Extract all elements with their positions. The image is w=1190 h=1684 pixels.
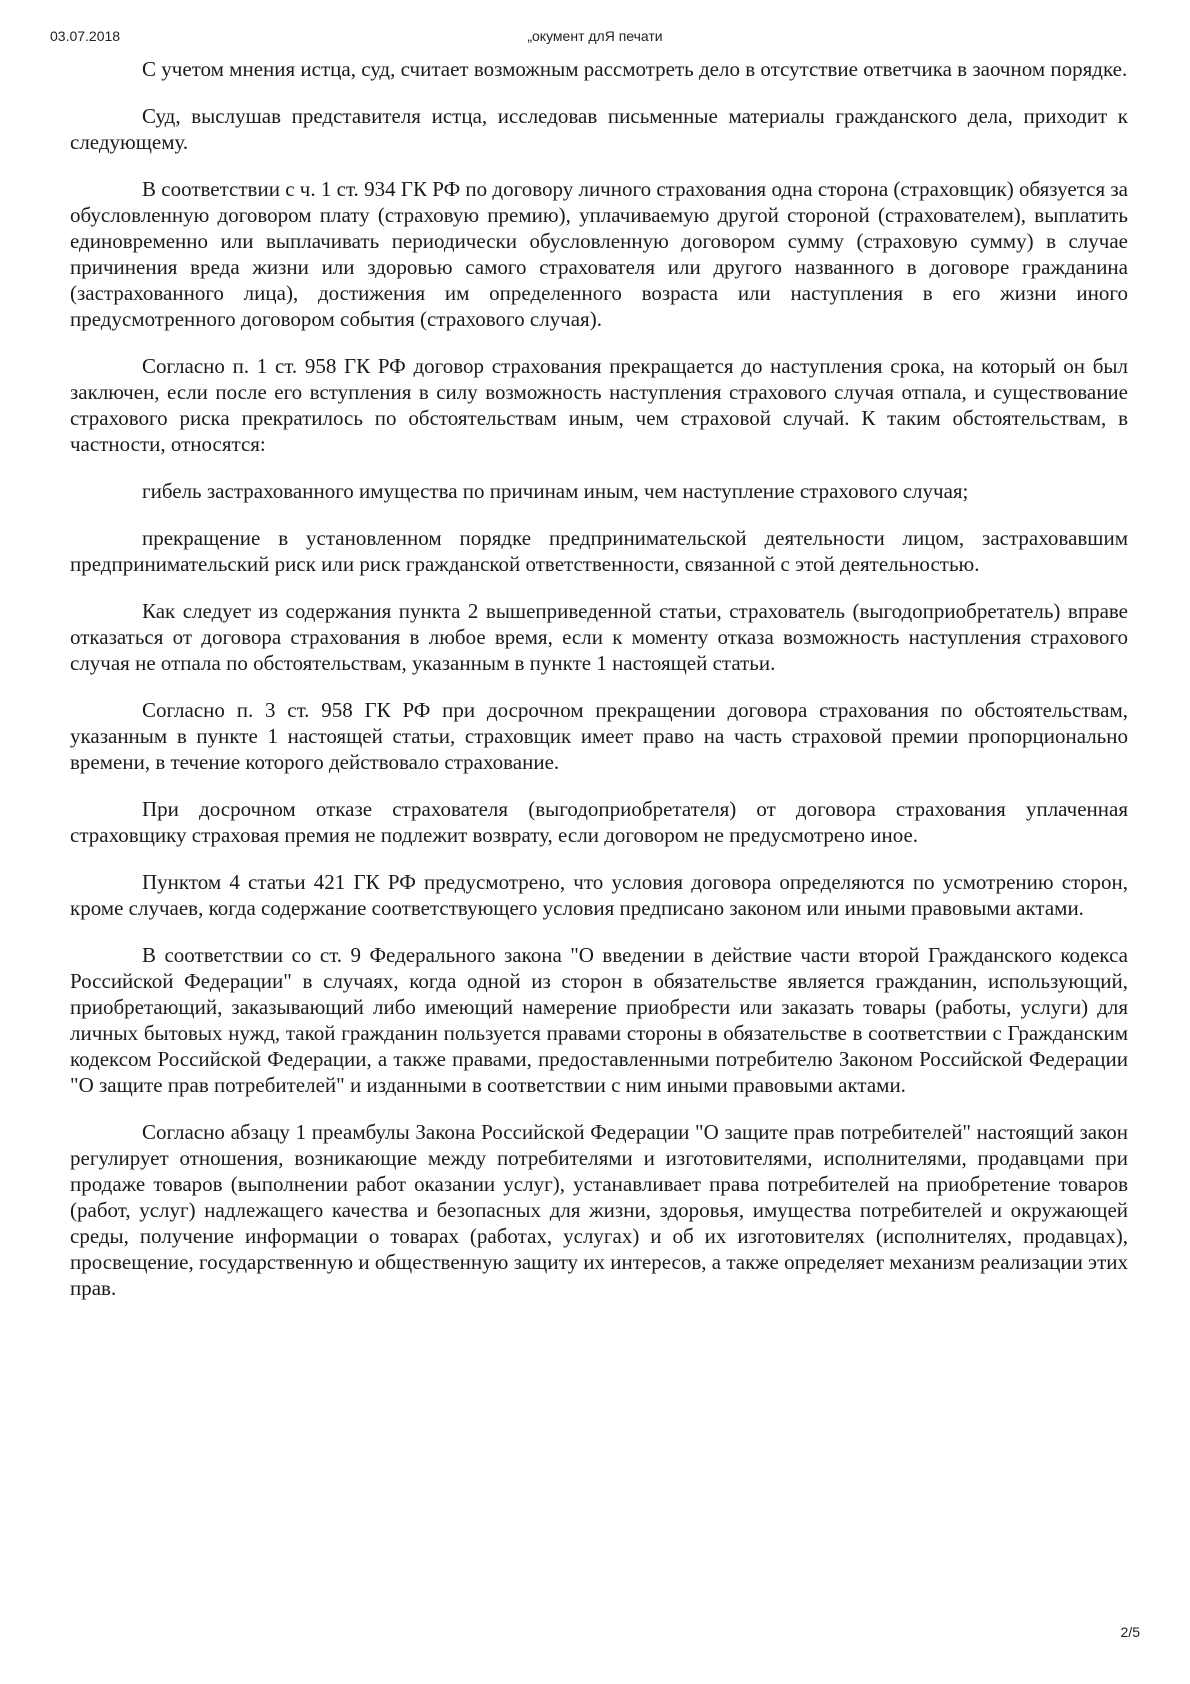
- paragraph: Пунктом 4 статьи 421 ГК РФ предусмотрено, что условия договора определяются по усмотрению сторон, кроме случаев, когда содержание соответствующего условия предписано законом или иными правовыми актами.: [70, 870, 1128, 920]
- paragraph: С учетом мнения истца, суд, считает возможным рассмотреть дело в отсутствие ответчика в заочном порядке.: [142, 57, 1128, 81]
- paragraph: гибель застрахованного имущества по причинам иным, чем наступление страхового случая;: [142, 479, 969, 503]
- paragraph: Согласно абзацу 1 преамбулы Закона Российской Федерации "О защите прав потребителей" настоящий закон регулирует отношения, возникающие между потребителями и изготовителями, исполнителями, продавцами при продаже товаров (выполнении работ оказании услуг), устанавливает права потребителей на приобретение товаров (работ, услуг) надлежащего качества и безопасных для жизни, здоровья, имущества потребителей и окружающей среды, получение информации о товарах (работах, услугах) и об их изготовителях (исполнителях, продавцах), просвещение, государственную и общественную защиту их интересов, а также определяет механизм реализации этих прав.: [70, 1120, 1128, 1300]
- print-document-title: „окумент длЯ печати: [527, 28, 663, 44]
- print-date: 03.07.2018: [50, 28, 121, 44]
- paragraph: В соответствии с ч. 1 ст. 934 ГК РФ по договору личного страхования одна сторона (страховщик) обязуется за обусловленную договором плату (страховую премию), уплачиваемую другой стороной (страхователем), выплатить единовременно или выплачивать периодически обусловленную договором сумму (страховую сумму) в случае причинения вреда жизни или здоровью самого страхователя или другого названного в договоре гражданина (застрахованного лица), достижения им определенного возраста или наступления в его жизни иного предусмотренного договором события (страхового случая).: [70, 177, 1128, 331]
- paragraph: Как следует из содержания пункта 2 вышеприведенной статьи, страхователь (выгодоприобретатель) вправе отказаться от договора страхования в любое время, если к моменту отказа возможность наступления страхового случая не отпала по обстоятельствам, указанным в пункте 1 настоящей статьи.: [70, 599, 1128, 675]
- paragraph: прекращение в установленном порядке предпринимательской деятельности лицом, застраховавшим предпринимательский риск или риск гражданской ответственности, связанной с этой деятельностью.: [70, 526, 1128, 576]
- page-number: 2/5: [1120, 1624, 1140, 1640]
- paragraph: Суд, выслушав представителя истца, исследовав письменные материалы гражданского дела, приходит к следующему.: [70, 104, 1128, 154]
- paragraph: В соответствии со ст. 9 Федерального закона "О введении в действие части второй Гражданского кодекса Российской Федерации" в случаях, когда одной из сторон в обязательстве является гражданин, использующий, приобретающий, заказывающий либо имеющий намерение приобрести или заказать товары (работы, услуги) для личных бытовых нужд, такой гражданин пользуется правами стороны в обязательстве в соответствии с Гражданским кодексом Российской Федерации, а также правами, предоставленными потребителю Законом Российской Федерации "О защите прав потребителей" и изданными в соответствии с ним иными правовыми актами.: [70, 943, 1128, 1097]
- paragraph: Согласно п. 1 ст. 958 ГК РФ договор страхования прекращается до наступления срока, на который он был заключен, если после его вступления в силу возможность наступления страхового случая отпала, и существование страхового риска прекратилось по обстоятельствам иным, чем страховой случай. К таким обстоятельствам, в частности, относятся:: [70, 354, 1128, 456]
- print-header: [50, 28, 1140, 46]
- paragraph: При досрочном отказе страхователя (выгодоприобретателя) от договора страхования уплаченная страховщику страховая премия не подлежит возврату, если договором не предусмотрено иное.: [70, 797, 1128, 847]
- paragraph: Согласно п. 3 ст. 958 ГК РФ при досрочном прекращении договора страхования по обстоятельствам, указанным в пункте 1 настоящей статьи, страховщик имеет право на часть страховой премии пропорционально времени, в течение которого действовало страхование.: [70, 698, 1128, 774]
- document-body: [70, 56, 1128, 1322]
